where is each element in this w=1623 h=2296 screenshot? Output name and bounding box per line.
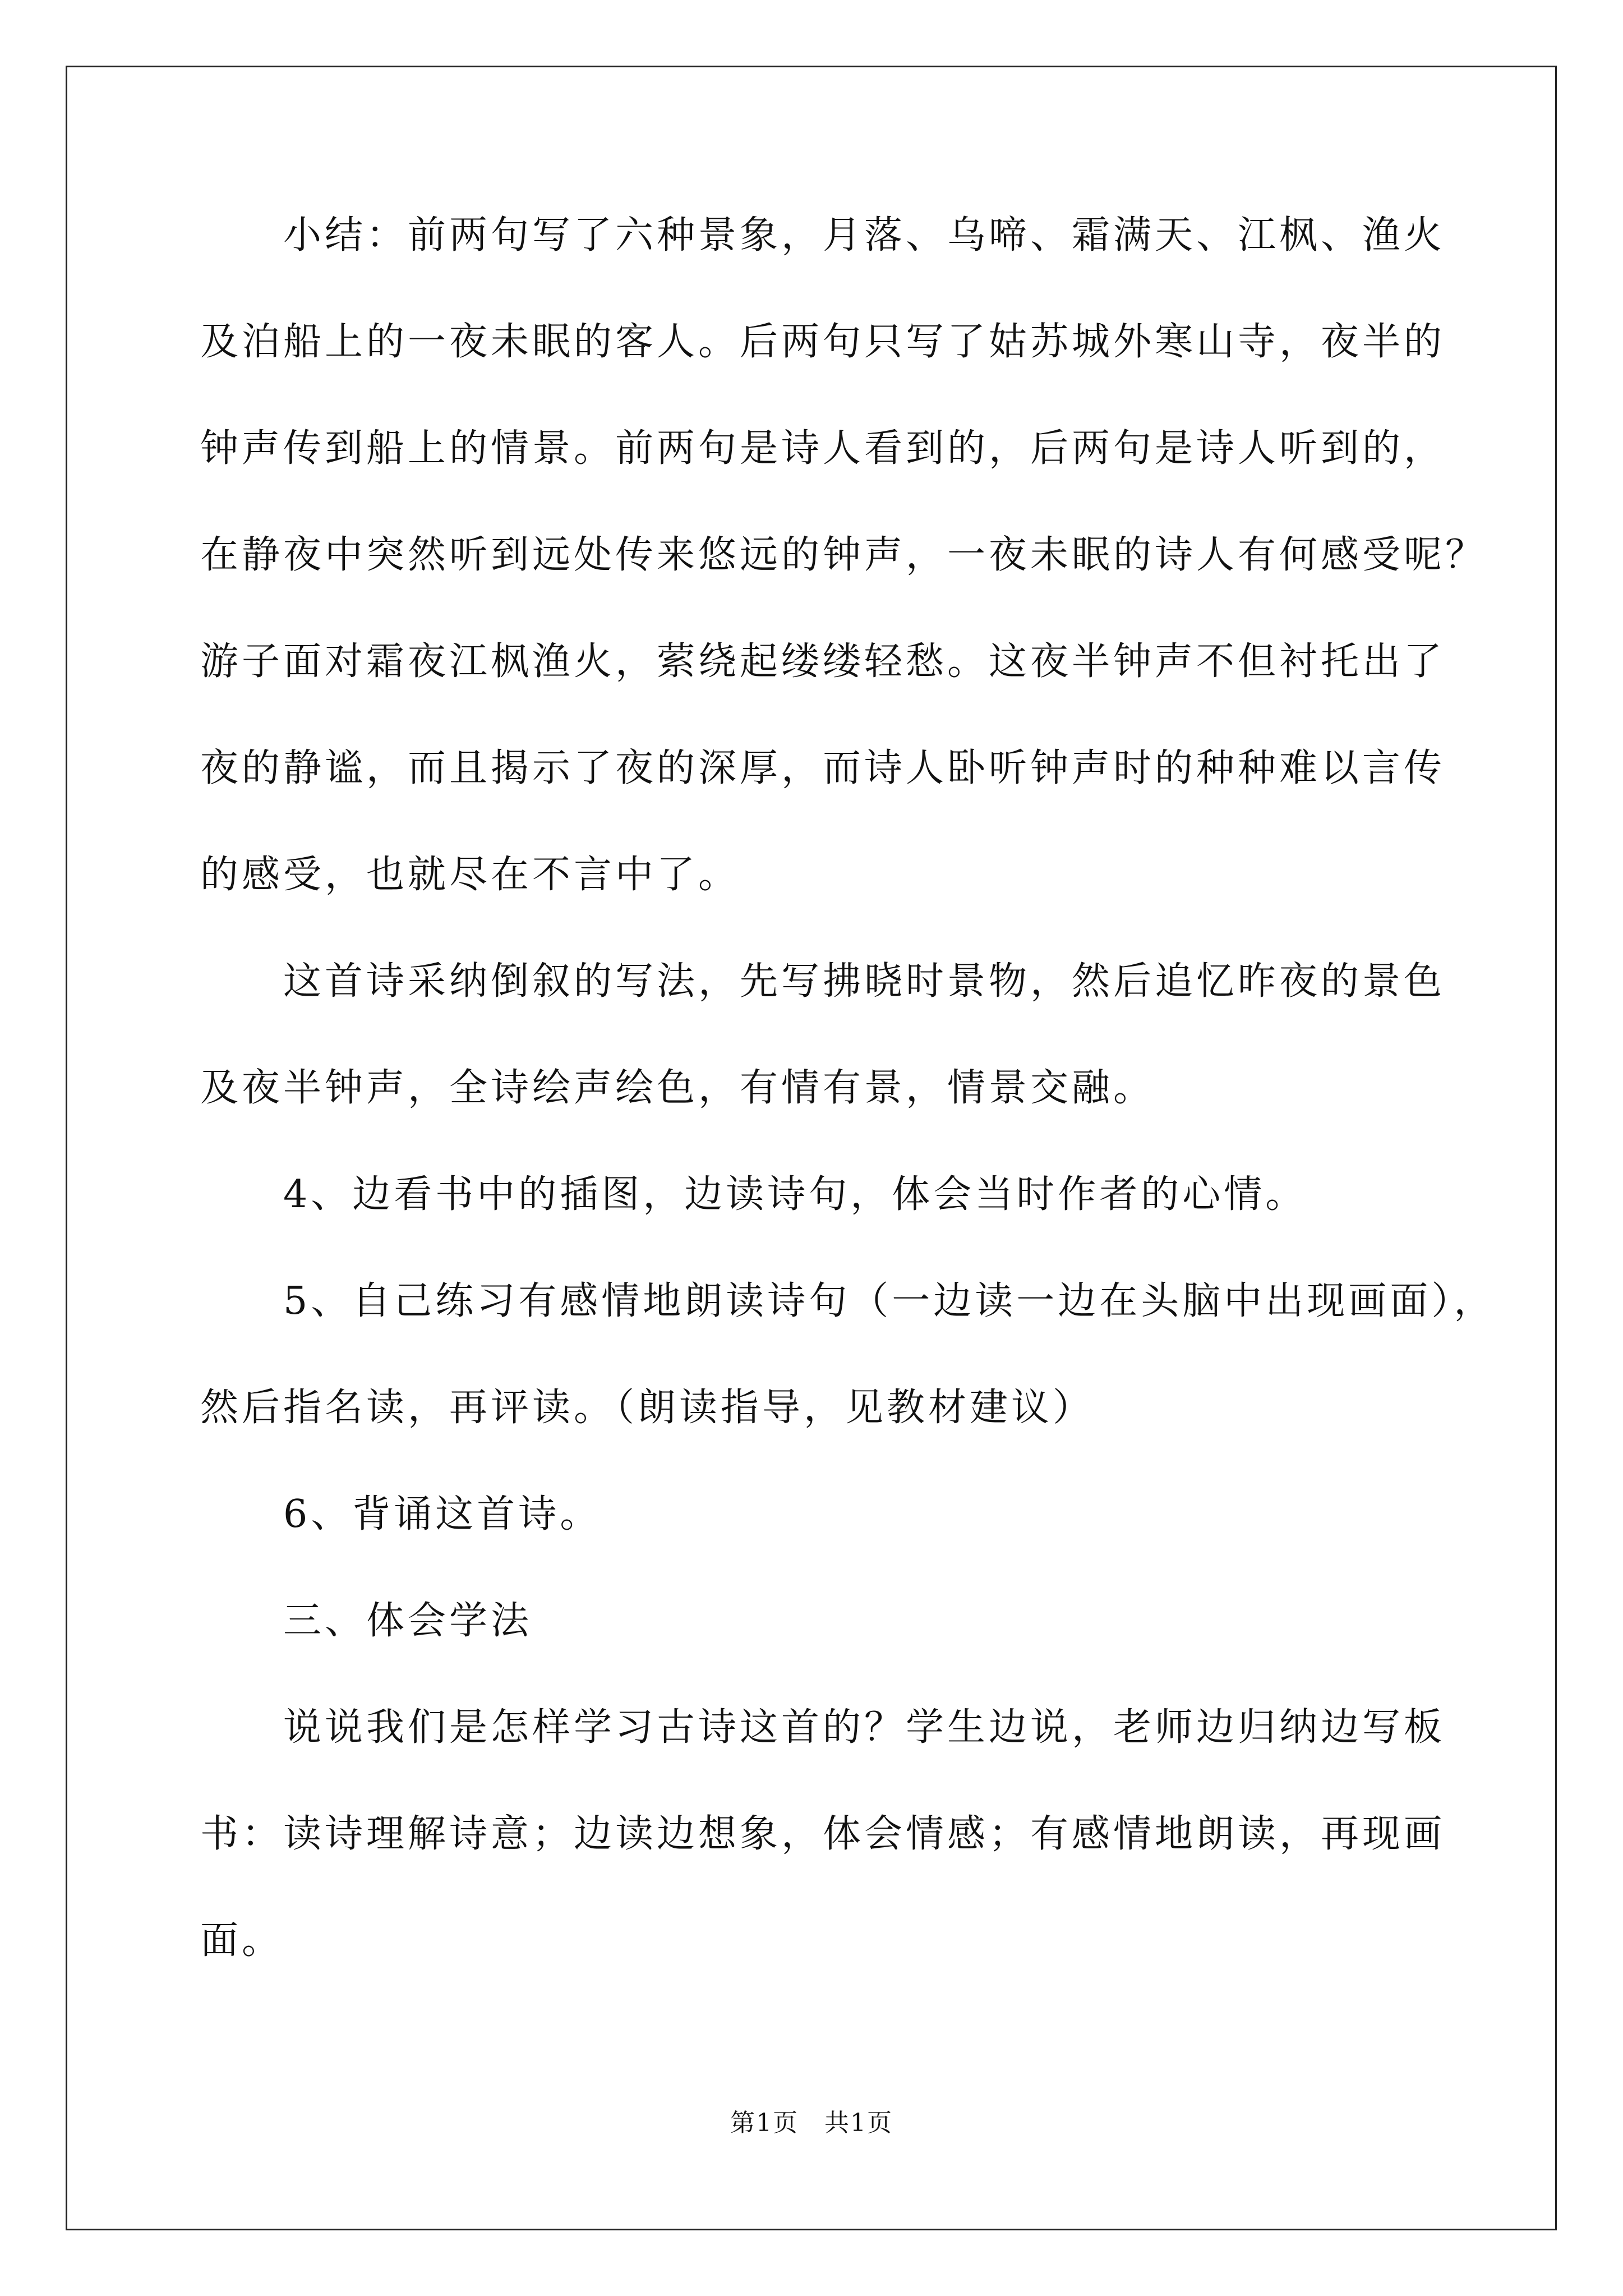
text-line: 4、边看书中的插图，边读诗句，体会当时作者的心情。	[200, 1172, 1307, 1217]
text-line: 夜的静谧，而且揭示了夜的深厚，而诗人卧听钟声时的种种难以言传	[200, 746, 1446, 790]
text-line: 这首诗采纳倒叙的写法，先写拂晓时景物，然后追忆昨夜的景色	[200, 959, 1446, 1004]
text-line: 游子面对霜夜江枫渔火，萦绕起缕缕轻愁。这夜半钟声不但衬托出了	[200, 639, 1446, 684]
text-line: 三、体会学法	[200, 1599, 533, 1643]
text-line: 然后指名读，再评读。（朗读指导，见教材建议）	[200, 1386, 1095, 1430]
text-line: 钟声传到船上的情景。前两句是诗人看到的，后两句是诗人听到的，	[200, 426, 1446, 471]
text-line: 书：读诗理解诗意；边读边想象，体会情感；有感情地朗读，再现画	[200, 1812, 1446, 1856]
page-number-footer: 第1页 共1页	[730, 2109, 893, 2137]
text-line: 及夜半钟声，全诗绘声绘色，有情有景，情景交融。	[200, 1066, 1155, 1110]
text-line: 面。	[200, 1918, 284, 1963]
text-line: 在静夜中突然听到远处传来悠远的钟声，一夜未眠的诗人有何感受呢？	[200, 533, 1487, 577]
text-line: 5、自己练习有感情地朗读诗句（一边读一边在头脑中出现画面），	[200, 1279, 1496, 1323]
text-line: 及泊船上的一夜未眠的客人。后两句只写了姑苏城外寒山寺，夜半的	[200, 320, 1446, 364]
page-border	[66, 66, 1557, 2230]
text-line: 6、背诵这首诗。	[200, 1492, 602, 1536]
text-line: 小结：前两句写了六种景象，月落、乌啼、霜满天、江枫、渔火	[200, 213, 1446, 257]
text-line: 的感受，也就尽在不言中了。	[200, 853, 740, 897]
text-line: 说说我们是怎样学习古诗这首的？学生边说，老师边归纳边写板	[200, 1705, 1446, 1750]
